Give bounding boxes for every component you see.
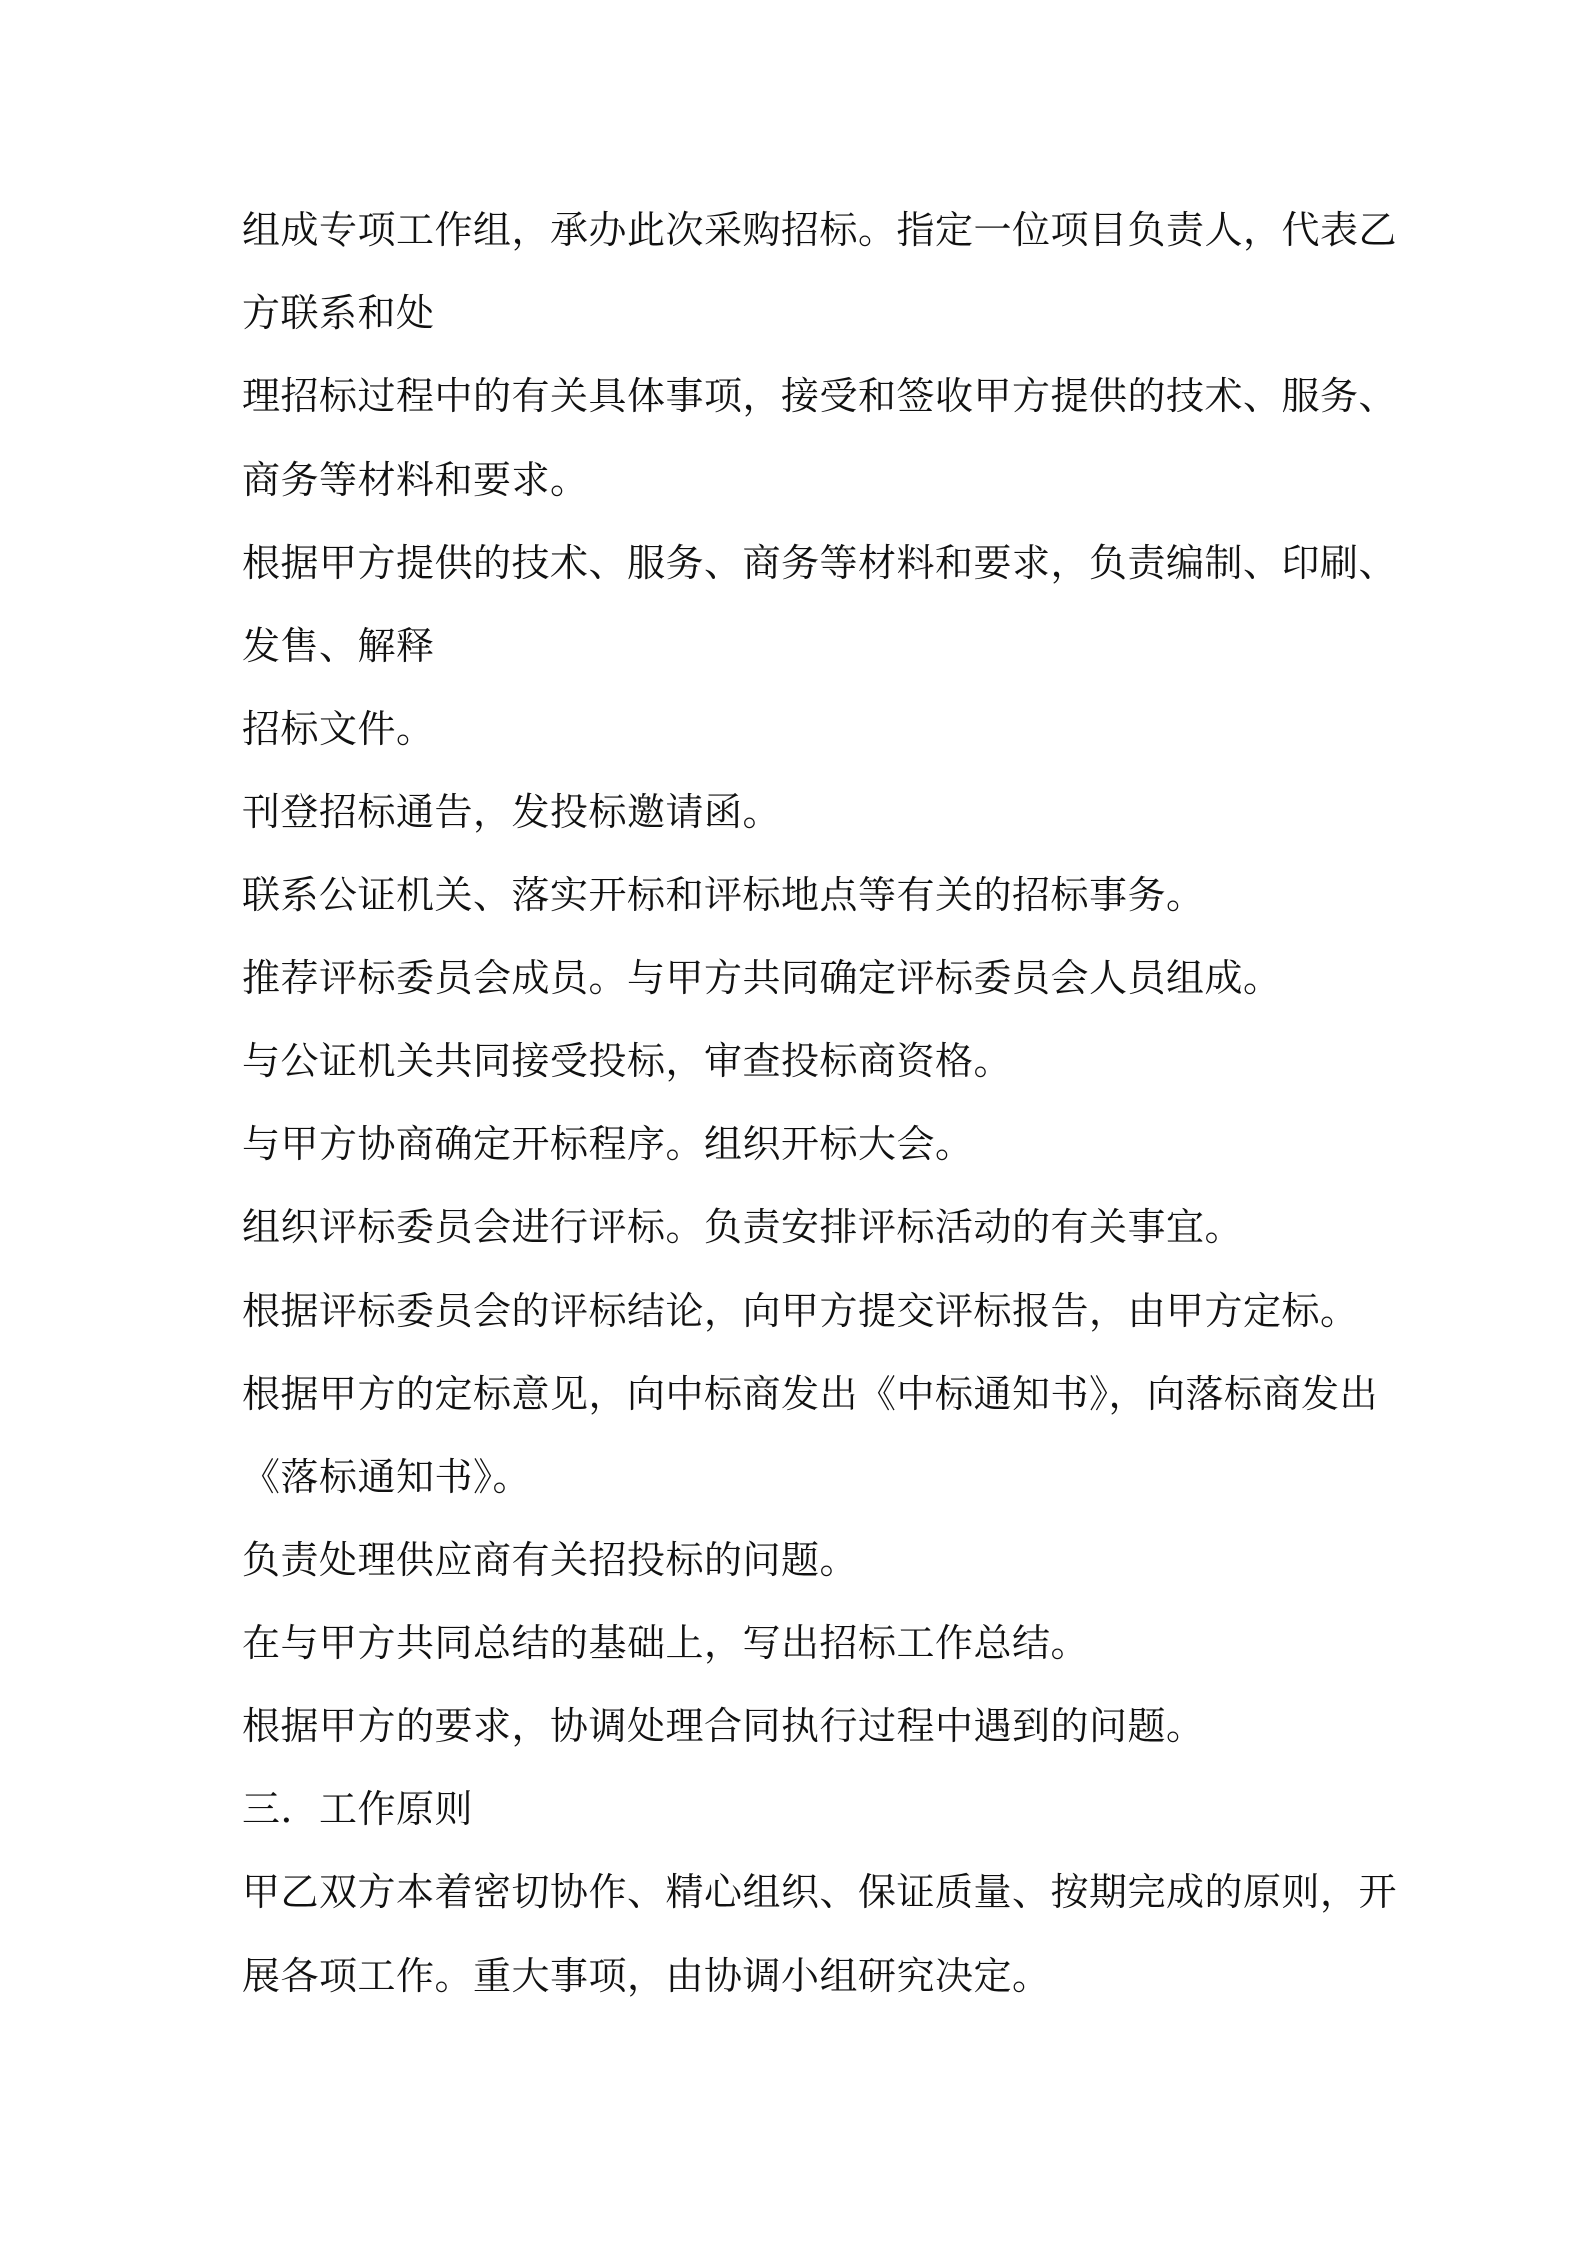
text-line: 在与甲方共同总结的基础上，写出招标工作总结。	[242, 1621, 1090, 1665]
text-line: 与公证机关共同接受投标，审查投标商资格。	[242, 1039, 1013, 1083]
text-line: 方联系和处	[242, 291, 435, 335]
text-line: 联系公证机关、落实开标和评标地点等有关的招标事务。	[242, 873, 1205, 917]
text-line: 推荐评标委员会成员。与甲方共同确定评标委员会人员组成。	[242, 956, 1282, 1000]
text-line: 甲乙双方本着密切协作、精心组织、保证质量、按期完成的原则，开	[242, 1870, 1398, 1914]
text-line: 《落标通知书》。	[242, 1455, 532, 1499]
section-heading: 三．工作原则	[242, 1787, 474, 1831]
text-line: 理招标过程中的有关具体事项，接受和签收甲方提供的技术、服务、	[242, 374, 1398, 418]
text-line: 刊登招标通告，发投标邀请函。	[242, 790, 782, 834]
text-line: 组成专项工作组，承办此次采购招标。指定一位项目负责人，代表乙	[242, 208, 1398, 252]
text-line: 根据评标委员会的评标结论，向甲方提交评标报告，由甲方定标。	[242, 1289, 1359, 1333]
text-line: 发售、解释	[242, 624, 435, 668]
text-line: 组织评标委员会进行评标。负责安排评标活动的有关事宜。	[242, 1205, 1244, 1249]
text-line: 与甲方协商确定开标程序。组织开标大会。	[242, 1122, 974, 1166]
text-line: 负责处理供应商有关招投标的问题。	[242, 1538, 859, 1582]
text-line: 根据甲方的定标意见，向中标商发出《中标通知书》，向落标商发出	[242, 1372, 1379, 1416]
text-line: 根据甲方的要求，协调处理合同执行过程中遇到的问题。	[242, 1704, 1205, 1748]
text-line: 招标文件。	[242, 707, 435, 751]
text-line: 商务等材料和要求。	[242, 458, 589, 502]
text-line: 根据甲方提供的技术、服务、商务等材料和要求，负责编制、印刷、	[242, 541, 1398, 585]
text-line: 展各项工作。重大事项，由协调小组研究决定。	[242, 1954, 1051, 1998]
